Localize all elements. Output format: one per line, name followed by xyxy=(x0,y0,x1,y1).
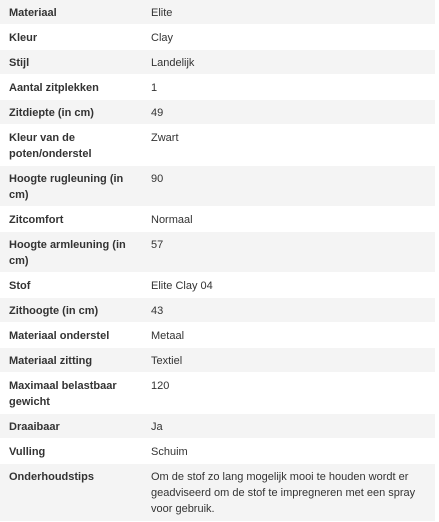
spec-label: Stof xyxy=(9,280,31,292)
spec-row-stof xyxy=(0,273,435,298)
spec-row-materiaal xyxy=(0,0,435,25)
spec-value: Om de stof zo lang mogelijk mooi te houden wordt er geadviseerd om de stof te impregneren met een spray voor gebruik. xyxy=(151,471,416,515)
spec-value: Normaal xyxy=(151,214,193,226)
spec-row-hoogte-armleuning xyxy=(0,232,435,273)
spec-label: Vulling xyxy=(9,446,46,458)
spec-value: Ja xyxy=(151,421,163,433)
spec-label: Kleur van de poten/onderstel xyxy=(9,132,92,160)
spec-label: Materiaal onderstel xyxy=(9,330,110,342)
spec-value: 43 xyxy=(151,305,164,317)
spec-value: Landelijk xyxy=(151,57,195,69)
spec-label: Materiaal zitting xyxy=(9,355,93,367)
spec-value: Schuim xyxy=(151,446,188,458)
spec-row-onderhoudstips xyxy=(0,464,435,522)
spec-label: Draaibaar xyxy=(9,421,60,433)
spec-label: Kleur xyxy=(9,32,38,44)
spec-row-hoogte-rugleuning xyxy=(0,166,435,207)
spec-row-zitcomfort xyxy=(0,207,435,232)
spec-value: Elite Clay 04 xyxy=(151,280,213,292)
spec-label: Aantal zitplekken xyxy=(9,82,99,94)
spec-row-aantal-zitplekken xyxy=(0,75,435,100)
spec-label: Materiaal xyxy=(9,7,57,19)
spec-row-materiaal-onderstel xyxy=(0,323,435,348)
spec-value: 120 xyxy=(151,380,170,392)
spec-label: Zitcomfort xyxy=(9,214,64,226)
spec-value: Clay xyxy=(151,32,174,44)
spec-value: 49 xyxy=(151,107,164,119)
spec-row-draaibaar xyxy=(0,414,435,439)
spec-label: Hoogte rugleuning (in cm) xyxy=(9,173,124,201)
spec-row-zithoogte xyxy=(0,298,435,323)
spec-label: Zithoogte (in cm) xyxy=(9,305,99,317)
spec-value: 57 xyxy=(151,239,164,251)
spec-value: 1 xyxy=(151,82,158,94)
spec-value: Zwart xyxy=(151,132,179,144)
spec-label: Stijl xyxy=(9,57,30,69)
spec-row-kleur-poten xyxy=(0,125,435,166)
spec-label: Onderhoudstips xyxy=(9,471,94,483)
spec-value: Elite xyxy=(151,7,173,19)
spec-row-kleur xyxy=(0,25,435,50)
spec-row-materiaal-zitting xyxy=(0,348,435,373)
spec-row-vulling xyxy=(0,439,435,464)
spec-row-maximaal-belastbaar-gewicht xyxy=(0,373,435,414)
spec-value: 90 xyxy=(151,173,164,185)
spec-label: Zitdiepte (in cm) xyxy=(9,107,94,119)
spec-row-zitdiepte xyxy=(0,100,435,125)
spec-label: Hoogte armleuning (in cm) xyxy=(9,239,126,267)
spec-label: Maximaal belastbaar gewicht xyxy=(9,380,117,408)
spec-value: Metaal xyxy=(151,330,185,342)
spec-row-stijl xyxy=(0,50,435,75)
spec-value: Textiel xyxy=(151,355,183,367)
